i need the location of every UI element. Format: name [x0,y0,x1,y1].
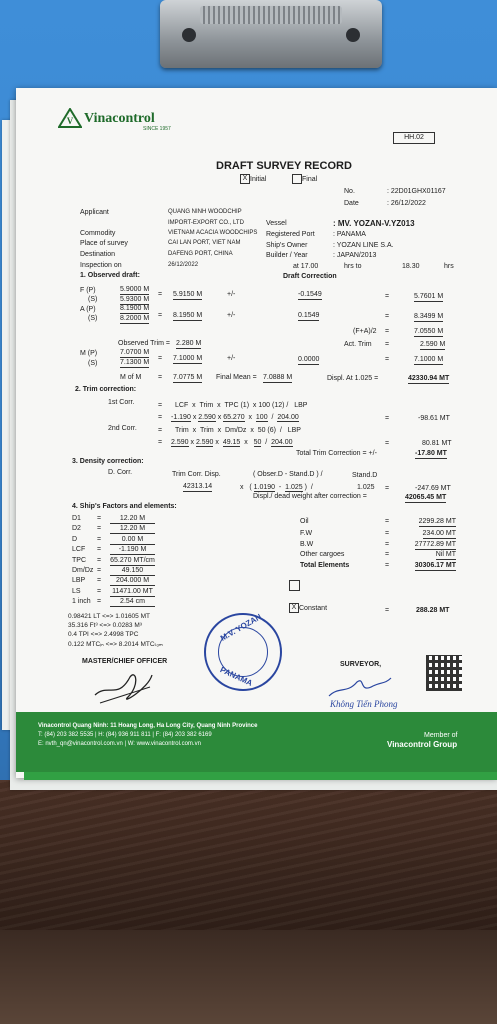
first-corr-result: -98.61 MT [418,415,450,422]
eq: = [385,562,390,569]
master-label: MASTER/CHIEF OFFICER [82,658,168,665]
element-value: 234.00 MT [422,530,456,537]
eq: = [158,291,163,298]
section-3-heading: 3. Density correction: [72,458,144,465]
eq: = [158,312,163,319]
reg-port-value: : PANAMA [333,231,366,238]
place-value: CAI LAN PORT, VIET NAM [168,240,241,246]
factor-value: 12.20 M [110,524,155,534]
eq: = [158,374,163,381]
applicant-value: QUANG NINH WOODCHIP [168,209,242,215]
element-value: 2299.28 MT [418,518,456,525]
displ-value: 42330.94 MT [408,375,450,382]
element-key: Total Elements [300,562,350,569]
final-mean-value: 7.0888 M [263,374,293,381]
conversion-row: 35.316 Ft³ <=> 0.0283 M³ [68,622,142,630]
m-result: 7.1000 M [414,356,444,363]
eq: = [97,556,102,564]
no-label: No. [344,188,355,195]
factor-key: TPC [72,556,86,564]
brand-name: Vinacontrol [84,111,155,126]
footer-bar [16,712,497,772]
stamp-bottom: PANAMA [218,665,254,688]
destination-label: Destination [80,251,116,258]
factor-key: LS [72,587,81,595]
std-d2: 1.025 [357,484,375,491]
pm: +/- [227,312,236,319]
a-corr: 0.1549 [298,312,320,319]
displ-label: Displ. At 1.025 = [327,375,379,382]
f-corr: -0.1549 [298,291,322,298]
factor-key: LBP [72,577,86,585]
vessel-value: : MV. YOZAN-V.YZ013 [333,219,415,228]
factor-key: Dm/Dz [72,567,94,574]
eq: = [385,341,390,348]
second-corr-header: Trim x Trim x Dm/Dz x 50 (6) / LBP [175,427,301,434]
doc-title: DRAFT SURVEY RECORD [216,160,352,172]
a-mean: 8.1950 M [173,312,203,319]
second-corr-values: 2.590 x 2.590 x 49.15 x 50 / 204.00 [171,439,293,446]
factor-key: 1 inch [72,598,91,606]
final-mean-label: Final Mean = [216,374,257,381]
date-value: : 26/12/2022 [387,200,426,207]
pm: +/- [227,355,236,362]
conversion-row: 0.98421 LT <=> 1.01605 MT [68,613,150,620]
eq: = [97,525,102,533]
mofm-value: 7.0775 M [173,374,203,381]
fa2-label: (F+A)/2 [353,328,377,335]
eq: = [97,515,102,522]
conversion-row: 0.122 MTCᵢₙ <=> 8.2014 MTCₜₒₘ [68,640,163,648]
element-key: Oil [300,518,309,525]
element-key: Other cargoes [300,551,345,558]
eq: = [158,402,163,409]
inspection-label: Inspection on [80,262,122,269]
eq: = [385,530,390,537]
act-trim-label: Act. Trim [344,341,372,348]
section-2-heading: 2. Trim correction: [75,386,137,393]
builder-label: Builder / Year [266,252,308,259]
footer-email: E: nvth_qn@vinacontrol.com.vn | W: www.vinacontrol.com.vn [38,741,201,747]
mp-value: 7.0700 M [120,349,150,356]
stamp-top: M.V. YOZAN [218,612,263,643]
factor-value: 204.000 M [110,576,155,586]
conversion-row: 0.4 TPI <=> 2.4998 TPC [68,631,139,639]
as-value: 8.2000 M [120,315,150,322]
eq: = [97,587,102,595]
correction-heading: Draft Correction [283,273,337,280]
as-label: (S) [88,315,98,322]
date-label: Date [344,200,359,207]
commodity-value: VIETNAM ACACIA WOODCHIPS [168,230,258,236]
fs-value: 5.9300 M [120,296,150,303]
eq: = [158,439,163,446]
pm: +/- [227,291,236,298]
element-value: 30306.17 MT [414,562,456,569]
act-trim-value: 2.590 M [420,341,446,348]
destination-value: DAFENG PORT, CHINA [168,251,233,257]
m-mean: 7.1000 M [173,355,203,362]
qr-code [426,655,462,691]
second-corr-label: 2nd Corr. [108,425,137,432]
eq: = [97,577,102,585]
brand-since: SINCE 1957 [143,126,171,132]
eq: = [158,355,163,362]
footer-phone: T: (84) 203 382 5535 | H: (84) 936 911 811 | F: (84) 203 382 6169 [38,732,212,738]
fs-label: (S) [88,296,98,303]
section-4-heading: 4. Ship's Factors and elements: [72,503,177,510]
eq: = [158,414,163,421]
ap-label: A (P) [80,306,96,313]
factor-value: 49.150 [110,566,155,576]
factor-key: D2 [72,525,81,533]
fp-label: F (P) [80,287,96,294]
reg-port-label: Registered Port [266,231,315,238]
surveyor-name: Không Tiến Phong [330,699,398,709]
factor-key: D1 [72,515,81,522]
eq: = [385,440,390,447]
eq: = [385,518,390,525]
footer-group: Vinacontrol Group [387,740,458,749]
master-signature [90,665,160,712]
element-key: F.W [300,530,313,537]
applicant-value-2: IMPORT-EXPORT CO., LTD [168,220,244,226]
fp-value: 5.9000 M [120,286,150,293]
fa2-value: 7.0550 M [414,328,444,335]
density-values: x ( 1.0190 - 1.025 ) / [240,484,313,491]
total-trim-label: Total Trim Correction = +/- [296,450,377,457]
element-value: 27772.89 MT [414,541,456,548]
density-formula: ( Obser.D - Stand.D ) / [253,471,323,478]
density-result: -247.69 MT [415,485,451,492]
f-mean: 5.9150 M [173,291,203,298]
final-option: Final [292,174,317,184]
f-result: 5.7601 M [414,293,444,300]
footer-member: Member of [424,732,458,739]
constant-label: X Constant [289,603,327,613]
eq: = [97,598,102,606]
eq: = [385,356,390,363]
dcorr-label: D. Corr. [108,469,133,476]
ms-label: (S) [88,360,98,367]
obs-trim-label: Observed Trim = [118,340,170,347]
owner-label: Ship's Owner [266,242,308,249]
eq: = [385,541,390,548]
initial-option: X Initial [240,174,266,184]
eq: = [385,607,390,614]
a-result: 8.3499 M [414,313,444,320]
eq: = [158,427,163,434]
no-value: : 22D01GHX01167 [387,188,446,195]
element-key: B.W [300,541,314,548]
builder-value: : JAPAN/2013 [333,252,377,259]
after-value: 42065.45 MT [405,494,447,501]
total-trim-value: -17.80 MT [415,450,447,457]
factor-value: 2.54 cm [110,597,155,607]
eq: = [385,328,390,335]
eq: = [385,551,390,558]
mp-label: M (P) [80,350,98,357]
commodity-label: Commodity [80,230,116,237]
constant-value: 288.28 MT [416,607,450,614]
time-hrs-to: hrs to [344,263,362,270]
vinacontrol-logo [58,108,82,133]
mofm-label: M of M [120,374,142,381]
vessel-label: Vessel [266,220,287,227]
eq: = [385,485,390,492]
stand-label: Stand.D [352,472,378,479]
footer-company: Vinacontrol Quang Ninh: 11 Hoang Long, Ha Long City, Quang Ninh Province [38,723,258,729]
applicant-label: Applicant [80,209,109,216]
time-hrs: hrs [444,263,454,270]
eq: = [97,567,102,574]
factor-value: 65.270 MT/cm [110,556,155,564]
factor-value: 11471.00 MT [110,587,155,597]
first-corr-header: LCF x Trim x TPC (1) x 100 (12) / LBP [175,402,308,409]
disp-label: Trim Corr. Disp. [172,471,221,478]
clipboard-clip [160,0,382,68]
surveyor-label: SURVEYOR, [340,661,382,668]
place-label: Place of survey [80,240,128,247]
eq: = [385,313,390,320]
owner-value: : YOZAN LINE S.A. [333,242,394,249]
inspection-value: 26/12/2022 [168,262,199,268]
first-corr-label: 1st Corr. [108,399,135,406]
eq: = [385,415,390,422]
factor-value: 0.00 M [110,535,155,545]
eq: = [97,535,102,543]
section-1-heading: 1. Observed draft: [80,272,140,279]
m-corr: 0.0000 [298,356,320,363]
factor-key: LCF [72,546,86,554]
factor-value: 12.20 M [110,514,155,524]
factor-value: -1.190 M [110,545,155,555]
ms-value: 7.1300 M [120,359,150,366]
element-value: Nil MT [435,551,456,558]
footer-stack [24,772,497,780]
time-at: at 17.00 [293,263,319,270]
disp-value: 42313.14 [183,483,213,490]
form-code: HH.02 [393,132,435,144]
floor [0,930,497,1024]
time-end: 18.30 [402,263,420,270]
second-corr-result: 80.81 MT [422,440,452,447]
factor-key: D [72,535,78,543]
empty-checkbox [289,580,300,591]
eq: = [97,546,102,554]
ap-value: 8.1900 M [120,305,150,312]
svg-text:V: V [66,116,74,126]
first-corr-values: -1.190 x 2.590 x 65.270 x 100 / 204.00 [171,414,299,421]
obs-trim-value: 2.280 M [176,340,202,347]
after-label: Displ./ dead weight after correction = [253,493,367,500]
eq: = [385,293,390,300]
